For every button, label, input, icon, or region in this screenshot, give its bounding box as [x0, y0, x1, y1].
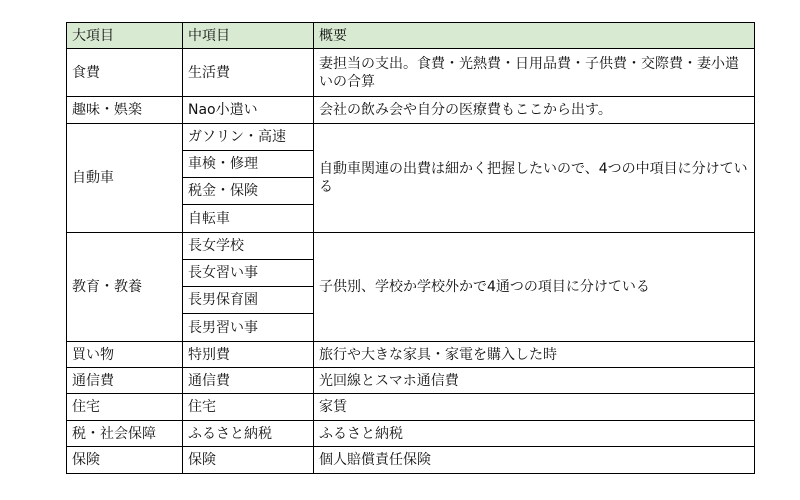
- sub-category-cell: Nao小遣い: [183, 97, 314, 124]
- header-row: [67, 23, 755, 49]
- major-category-cell: 保険: [67, 447, 183, 474]
- summary-cell: 個人賠償責任保険: [314, 447, 755, 474]
- header-sub-category: 中項目: [183, 23, 314, 49]
- table-row: [67, 49, 755, 97]
- sub-category-cell: 住宅: [183, 394, 314, 421]
- major-category-cell: 教育・教養: [67, 233, 183, 342]
- table-row: [67, 394, 755, 421]
- summary-cell: 会社の飲み会や自分の医療費もここから出す。: [314, 97, 755, 124]
- sub-category-cell: 長女習い事: [183, 260, 314, 287]
- table-row: [67, 421, 755, 447]
- budget-category-table: [66, 22, 755, 474]
- table-row: [67, 342, 755, 368]
- major-category-cell: 通信費: [67, 368, 183, 394]
- sub-category-cell: 特別費: [183, 342, 314, 368]
- summary-cell: 自動車関連の出費は細かく把握したいので、4つの中項目に分けている: [314, 124, 755, 233]
- sub-category-cell: ガソリン・高速: [183, 124, 314, 151]
- major-category-cell: 税・社会保障: [67, 421, 183, 447]
- table-row: [67, 97, 755, 124]
- summary-cell: 家賃: [314, 394, 755, 421]
- major-category-cell: 食費: [67, 49, 183, 97]
- summary-cell: 子供別、学校か学校外かで4通つの項目に分けている: [314, 233, 755, 342]
- sub-category-cell: 自転車: [183, 205, 314, 233]
- summary-cell: 妻担当の支出。食費・光熱費・日用品費・子供費・交際費・妻小遣いの合算: [314, 49, 755, 97]
- header-summary: 概要: [314, 23, 755, 49]
- table-row: [67, 233, 755, 260]
- sub-category-cell: 保険: [183, 447, 314, 474]
- sub-category-cell: 長男保育園: [183, 287, 314, 314]
- major-category-cell: 住宅: [67, 394, 183, 421]
- sub-category-cell: 長女学校: [183, 233, 314, 260]
- header-major-category: 大項目: [67, 23, 183, 49]
- sub-category-cell: 生活費: [183, 49, 314, 97]
- sub-category-cell: ふるさと納税: [183, 421, 314, 447]
- summary-cell: 光回線とスマホ通信費: [314, 368, 755, 394]
- summary-cell: ふるさと納税: [314, 421, 755, 447]
- sub-category-cell: 車検・修理: [183, 151, 314, 178]
- table-row: [67, 124, 755, 151]
- summary-cell: 旅行や大きな家具・家電を購入した時: [314, 342, 755, 368]
- sub-category-cell: 税金・保険: [183, 178, 314, 205]
- sub-category-cell: 通信費: [183, 368, 314, 394]
- major-category-cell: 買い物: [67, 342, 183, 368]
- table-row: [67, 447, 755, 474]
- table-row: [67, 368, 755, 394]
- major-category-cell: 趣味・娯楽: [67, 97, 183, 124]
- sub-category-cell: 長男習い事: [183, 314, 314, 342]
- major-category-cell: 自動車: [67, 124, 183, 233]
